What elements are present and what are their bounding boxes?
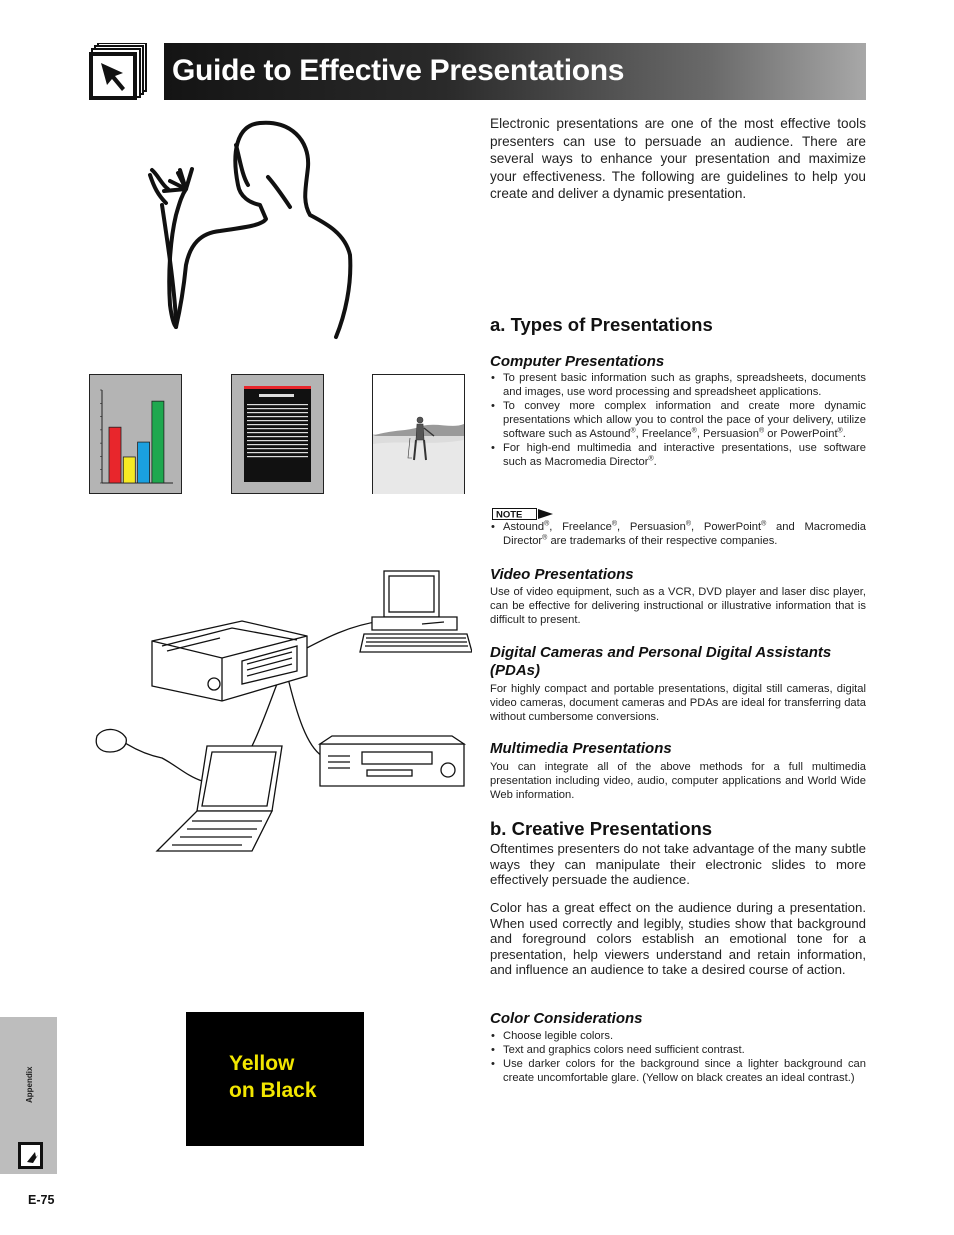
section-a-heading: a. Types of Presentations [490, 314, 713, 335]
digital-cameras-text: For highly compact and portable presentations, digital still cameras, digital video cameras, document cameras and PDAs are ideal for transferring data without cumbersome conversions. [490, 683, 866, 723]
sample-line-1: Yellow [229, 1052, 295, 1075]
guide-arrow-icon [89, 43, 147, 100]
connection-diagram [92, 566, 472, 856]
yellow-on-black-sample [186, 1012, 364, 1146]
page-number: E-75 [28, 1193, 55, 1207]
computer-presentations-list [490, 371, 866, 469]
digital-cameras-heading: Digital Cameras and Personal Digital Assistants (PDAs) [490, 644, 832, 679]
appendix-arrow-icon [18, 1142, 43, 1169]
title-bar [164, 43, 866, 100]
document-slide [231, 374, 324, 494]
creative-paragraph-1: Oftentimes presenters do not take advantage of the many subtle ways they can manipulate their electronic slides to more effectively persuade the audience. [490, 841, 866, 888]
list-item: • For high-end multimedia and interactive presentations, use software such as Macromedia Director®. [490, 441, 866, 469]
list-item: • To convey more complex information and create more dynamic presentations which allow you to control the pace of your delivery, utilize software such as Astound®, Freelance®, Persuasion® or PowerPoint®. [490, 399, 866, 441]
multimedia-presentations-heading: Multimedia Presentations [490, 740, 672, 757]
list-item: • Use darker colors for the background since a lighter background can create uncomfortable glare. (Yellow on black creates an ideal contrast.) [490, 1057, 866, 1085]
list-item: • To present basic information such as graphs, spreadsheets, documents and images, use word processing and spreadsheet applications. [490, 371, 866, 399]
bar-4 [152, 401, 164, 483]
page-title: Guide to Effective Presentations [172, 54, 625, 87]
list-item: • Choose legible colors. [490, 1029, 866, 1043]
presenter-illustration [140, 115, 370, 343]
bar-2 [123, 457, 135, 483]
bar-1 [109, 427, 121, 483]
color-considerations-list [490, 1029, 866, 1085]
computer-presentations-heading: Computer Presentations [490, 353, 665, 370]
section-b-heading: b. Creative Presentations [490, 818, 713, 839]
intro-paragraph: Electronic presentations are one of the most effective tools presenters can use to persuade an audience. There are several ways to enhance your presentation and maximize your effectiveness. The following are guidelines to help you create and deliver a dynamic presentation. [490, 116, 866, 201]
bar-3 [138, 442, 150, 483]
sample-line-2: on Black [229, 1079, 317, 1102]
color-considerations-heading: Color Considerations [490, 1010, 643, 1027]
photo-slide [372, 374, 465, 494]
multimedia-presentations-text: You can integrate all of the above methods for a full multimedia presentation including video, audio, computer applications and World Wide Web information. [490, 761, 866, 801]
bar-chart-slide [89, 374, 182, 494]
sample-text [229, 1050, 317, 1104]
note-badge [492, 508, 554, 520]
video-presentations-text: Use of video equipment, such as a VCR, DVD player and laser disc player, can be effective for delivering instructional or illustrative information that is difficult to present. [490, 586, 866, 626]
video-presentations-heading: Video Presentations [490, 566, 634, 583]
list-item: • Astound®, Freelance®, Persuasion®, PowerPoint® and Macromedia Director® are trademarks of their respective companies. [490, 520, 866, 548]
note-label: NOTE [496, 509, 523, 520]
appendix-label: Appendix [25, 1066, 34, 1103]
list-item: • Text and graphics colors need sufficient contrast. [490, 1043, 866, 1057]
creative-paragraph-2: Color has a great effect on the audience during a presentation. When used correctly and legibly, studies show that background and foreground colors establish an emotional tone for a presentation, help viewers understand and retain information, and influence an audience to take a desired course of action. [490, 900, 866, 978]
note-list [490, 520, 866, 548]
